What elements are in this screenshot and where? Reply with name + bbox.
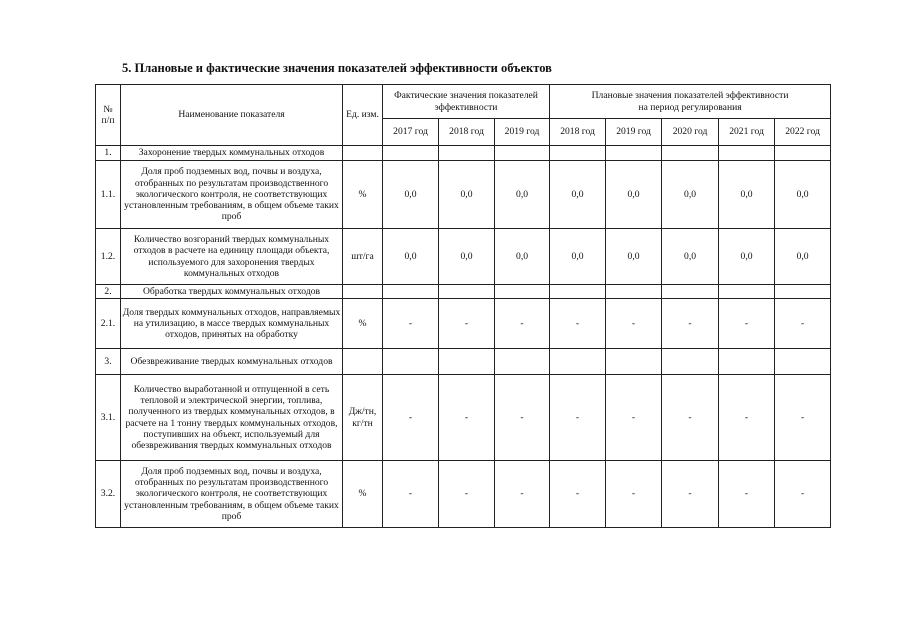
row-name: Захоронение твердых коммунальных отходов — [121, 146, 343, 161]
table-row — [96, 146, 831, 161]
row-num: 2.1. — [96, 299, 121, 349]
row-num: 2. — [96, 285, 121, 299]
row-value: - — [606, 375, 662, 461]
row-value: 0,0 — [550, 161, 606, 229]
row-value: 0,0 — [719, 229, 775, 285]
header-unit: Ед. изм. — [343, 85, 383, 146]
header-year: 2017 год — [383, 119, 439, 146]
row-value — [550, 285, 606, 299]
row-unit — [343, 285, 383, 299]
row-value: - — [495, 375, 550, 461]
efficiency-indicators-table — [95, 84, 831, 528]
row-value — [495, 285, 550, 299]
row-value — [719, 146, 775, 161]
header-fact-group: Фактические значения показателей эффективности — [383, 85, 550, 119]
table-row — [96, 285, 831, 299]
row-value — [383, 349, 439, 375]
row-value — [606, 285, 662, 299]
row-num: 3. — [96, 349, 121, 375]
row-unit — [343, 146, 383, 161]
row-value: 0,0 — [775, 229, 831, 285]
row-value: - — [662, 375, 719, 461]
section-heading: 5. Плановые и фактические значения показателей эффективности объектов — [122, 61, 552, 75]
table-row — [96, 161, 831, 229]
row-value: 0,0 — [495, 229, 550, 285]
row-num: 1. — [96, 146, 121, 161]
row-name: Количество выработанной и отпущенной в сеть тепловой и электрической энергии, топлива, полученного из твердых коммунальных отходов, в расчете на 1 тонну твердых коммунальных отходов, поступивших на объект, используемый для обезвреживания твердых коммунальных отходов — [121, 375, 343, 461]
row-name: Доля проб подземных вод, почвы и воздуха, отобранных по результатам производственного экологического контроля, не соответствующих установленным требованиям, в общем объеме таких проб — [121, 461, 343, 528]
row-unit: % — [343, 299, 383, 349]
row-value — [495, 146, 550, 161]
row-value: 0,0 — [383, 161, 439, 229]
header-plan-group: Плановые значения показателей эффективности на период регулирования — [550, 85, 831, 119]
row-value: - — [662, 461, 719, 528]
row-value: - — [719, 461, 775, 528]
row-value — [662, 349, 719, 375]
row-value — [439, 349, 495, 375]
table-row — [96, 461, 831, 528]
row-value: - — [439, 299, 495, 349]
row-value: 0,0 — [383, 229, 439, 285]
row-num: 3.2. — [96, 461, 121, 528]
row-value — [775, 349, 831, 375]
row-value: - — [606, 461, 662, 528]
row-value — [719, 349, 775, 375]
row-value: - — [662, 299, 719, 349]
row-name: Количество возгораний твердых коммунальных отходов в расчете на единицу площади объекта, используемого для захоронения твердых коммунальных отходов — [121, 229, 343, 285]
row-value — [606, 146, 662, 161]
row-name: Обработка твердых коммунальных отходов — [121, 285, 343, 299]
row-unit: Дж/тн, кг/тн — [343, 375, 383, 461]
row-value: 0,0 — [495, 161, 550, 229]
row-value: 0,0 — [550, 229, 606, 285]
header-year: 2019 год — [606, 119, 662, 146]
row-value — [606, 349, 662, 375]
row-value: 0,0 — [439, 229, 495, 285]
row-name: Обезвреживание твердых коммунальных отходов — [121, 349, 343, 375]
row-value: 0,0 — [606, 161, 662, 229]
table-row — [96, 299, 831, 349]
header-year: 2019 год — [495, 119, 550, 146]
header-row-top — [96, 85, 831, 119]
row-value — [383, 285, 439, 299]
row-unit: % — [343, 461, 383, 528]
row-value: 0,0 — [439, 161, 495, 229]
row-value: - — [719, 375, 775, 461]
row-value: 0,0 — [662, 229, 719, 285]
row-value — [550, 146, 606, 161]
header-year: 2018 год — [550, 119, 606, 146]
row-value: - — [383, 375, 439, 461]
row-name: Доля проб подземных вод, почвы и воздуха, отобранных по результатам производственного экологического контроля, не соответствующих установленным требованиям, в общем объеме таких проб — [121, 161, 343, 229]
row-value: - — [550, 461, 606, 528]
row-unit: шт/га — [343, 229, 383, 285]
row-name: Доля твердых коммунальных отходов, направляемых на утилизацию, в массе твердых коммунальных отходов, принятых на обработку — [121, 299, 343, 349]
row-unit — [343, 349, 383, 375]
row-value: - — [439, 375, 495, 461]
row-value: 0,0 — [662, 161, 719, 229]
row-value: - — [550, 299, 606, 349]
row-unit: % — [343, 161, 383, 229]
header-year: 2021 год — [719, 119, 775, 146]
table-row — [96, 375, 831, 461]
header-name: Наименование показателя — [121, 85, 343, 146]
row-value: - — [439, 461, 495, 528]
row-value: - — [775, 375, 831, 461]
row-value — [662, 146, 719, 161]
row-value: - — [383, 461, 439, 528]
header-year: 2020 год — [662, 119, 719, 146]
row-value: - — [775, 461, 831, 528]
row-num: 1.2. — [96, 229, 121, 285]
header-num: № п/п — [96, 85, 121, 146]
row-value — [719, 285, 775, 299]
row-value: - — [495, 461, 550, 528]
table-row — [96, 229, 831, 285]
header-year: 2018 год — [439, 119, 495, 146]
row-value — [495, 349, 550, 375]
row-value: 0,0 — [775, 161, 831, 229]
row-value — [383, 146, 439, 161]
row-value — [662, 285, 719, 299]
row-value: - — [383, 299, 439, 349]
row-num: 1.1. — [96, 161, 121, 229]
row-value — [775, 146, 831, 161]
row-value: 0,0 — [606, 229, 662, 285]
row-value: - — [606, 299, 662, 349]
row-num: 3.1. — [96, 375, 121, 461]
row-value: - — [719, 299, 775, 349]
row-value: - — [550, 375, 606, 461]
row-value — [775, 285, 831, 299]
row-value: - — [775, 299, 831, 349]
header-year: 2022 год — [775, 119, 831, 146]
row-value — [439, 285, 495, 299]
row-value — [550, 349, 606, 375]
row-value — [439, 146, 495, 161]
row-value: - — [495, 299, 550, 349]
table-row — [96, 349, 831, 375]
row-value: 0,0 — [719, 161, 775, 229]
